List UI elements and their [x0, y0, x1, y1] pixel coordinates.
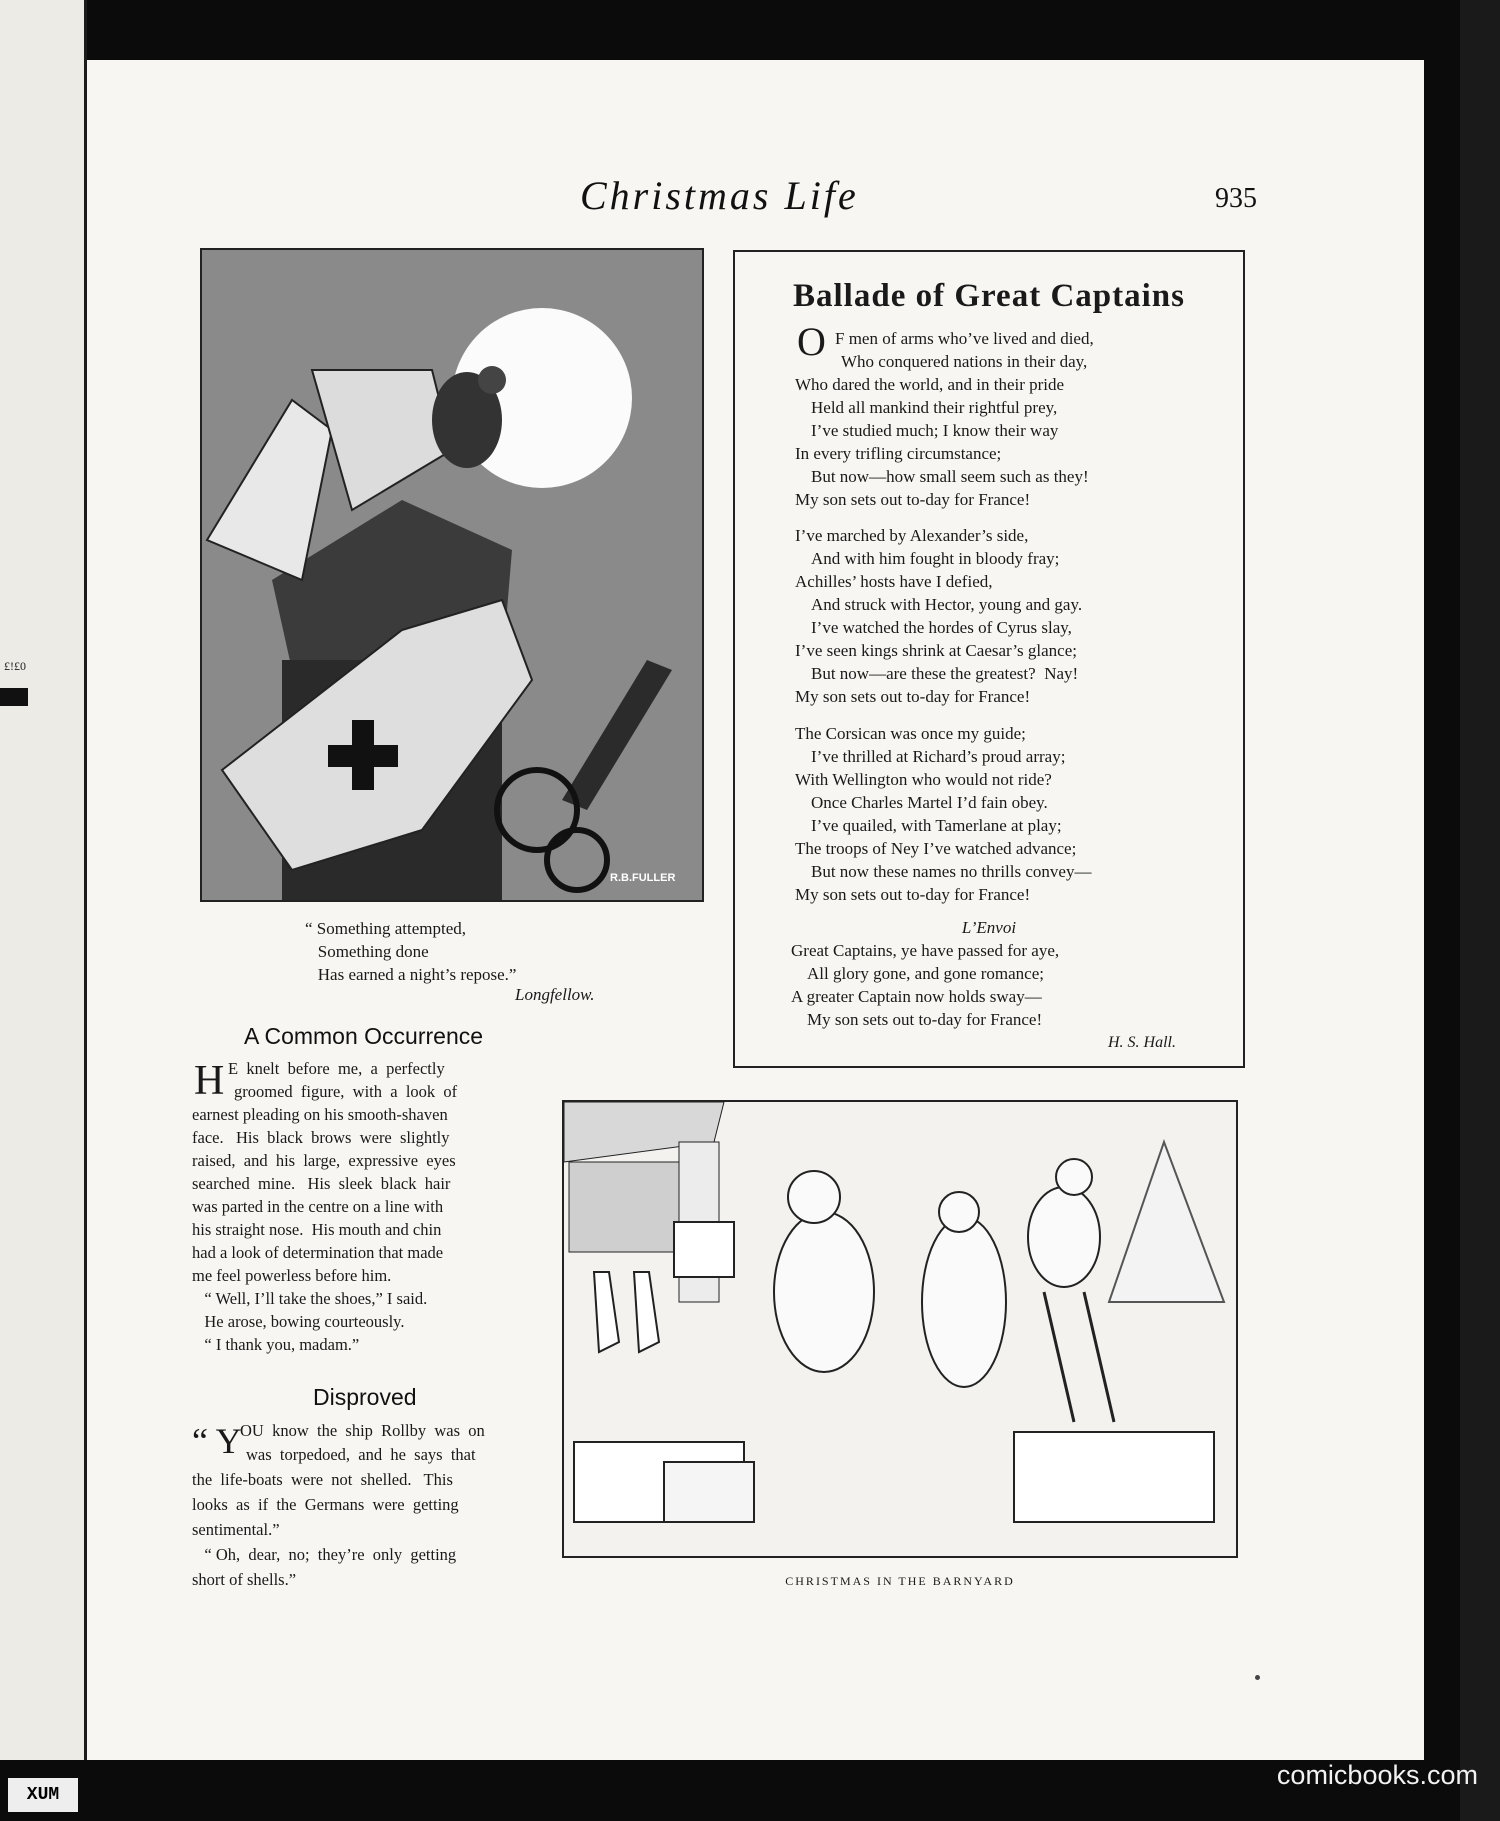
section-heading: Disproved: [313, 1384, 417, 1410]
poem-line: And struck with Hector, young and gay.: [811, 595, 1083, 614]
article-line: “ Oh, dear, no; they’re only getting: [192, 1545, 457, 1564]
article-line: his straight nose. His mouth and chin: [192, 1220, 442, 1239]
margin-bar: [0, 688, 28, 706]
caption-line: Has earned a night’s repose.”: [305, 965, 517, 984]
article-line: E knelt before me, a perfectly: [228, 1059, 445, 1078]
poem-line: The troops of Ney I’ve watched advance;: [795, 839, 1077, 858]
poem-line: But now—how small seem such as they!: [811, 467, 1089, 486]
caption-line: Something done: [305, 942, 429, 961]
caption-line: “ Something attempted,: [305, 919, 466, 938]
poem-line: My son sets out to-day for France!: [795, 885, 1031, 904]
article-line: sentimental.”: [192, 1520, 280, 1539]
poem-line: I’ve seen kings shrink at Caesar’s glance;: [795, 641, 1077, 660]
poem-line: Who dared the world, and in their pride: [795, 375, 1065, 394]
poem-line: My son sets out to-day for France!: [795, 490, 1031, 509]
article-line: searched mine. His sleek black hair: [192, 1174, 451, 1193]
margin-mark: £!£0: [4, 659, 26, 673]
poem-line: Who conquered nations in their day,: [841, 352, 1088, 371]
page-number: 935: [1215, 183, 1257, 214]
poem-box: [733, 250, 1245, 1068]
article-line: was parted in the centre on a line with: [192, 1197, 444, 1216]
article-line: looks as if the Germans were getting: [192, 1495, 459, 1514]
article-line: “ Well, I’ll take the shoes,” I said.: [192, 1289, 428, 1308]
poem-line: In every trifling circumstance;: [795, 444, 1002, 463]
poem-title: Ballade of Great Captains: [793, 278, 1185, 314]
poem-dropcap: O: [797, 319, 826, 364]
poem-line: Great Captains, ye have passed for aye,: [791, 941, 1060, 960]
poem-line: I’ve quailed, with Tamerlane at play;: [811, 816, 1062, 835]
poem-line: Achilles’ hosts have I defied,: [795, 572, 993, 591]
barnyard-christmas-illustration: [562, 1100, 1238, 1558]
article-initial: “ Y: [192, 1421, 242, 1461]
poem-line: I’ve watched the hordes of Cyrus slay,: [811, 618, 1072, 637]
article-line: was torpedoed, and he says that: [246, 1445, 476, 1464]
illustration-caption: CHRISTMAS IN THE BARNYARD: [785, 1574, 1015, 1588]
poem-line: My son sets out to-day for France!: [795, 687, 1031, 706]
poem-line: I’ve thrilled at Richard’s proud array;: [811, 747, 1066, 766]
article-line: raised, and his large, expressive eyes: [192, 1151, 456, 1170]
article-line: “ I thank you, madam.”: [192, 1335, 360, 1354]
article-line: earnest pleading on his smooth-shaven: [192, 1105, 448, 1124]
section-heading: A Common Occurrence: [244, 1023, 484, 1049]
article-line: me feel powerless before him.: [192, 1266, 392, 1285]
envoi-title: L’Envoi: [961, 918, 1017, 937]
archive-tag: XUM: [8, 1778, 78, 1812]
artist-signature: R.B.FULLER: [610, 872, 676, 884]
poem-line: I’ve studied much; I know their way: [811, 421, 1059, 440]
poem-line: Once Charles Martel I’d fain obey.: [811, 793, 1048, 812]
article-initial: H: [194, 1058, 225, 1104]
poem-line: But now these names no thrills convey—: [811, 862, 1092, 881]
poem-line: But now—are these the greatest? Nay!: [811, 664, 1079, 683]
poem-line: F men of arms who’ve lived and died,: [835, 329, 1094, 348]
watermark: comicbooks.com: [1276, 1760, 1478, 1790]
article-line: face. His black brows were slightly: [192, 1128, 450, 1147]
poem-author: H. S. Hall.: [1108, 1034, 1176, 1051]
poem-line: All glory gone, and gone romance;: [807, 964, 1044, 983]
article-line: groomed figure, with a look of: [234, 1082, 458, 1101]
poem-line: And with him fought in bloody fray;: [811, 549, 1060, 568]
facing-page-edge: [0, 0, 87, 1760]
barnyard-scene-icon: [564, 1102, 1236, 1556]
poem-line: I’ve marched by Alexander’s side,: [795, 526, 1029, 545]
scan-border: [1460, 0, 1500, 1821]
article-line: OU know the ship Rollby was on: [240, 1421, 485, 1440]
poem-line: With Wellington who would not ride?: [795, 770, 1052, 789]
poem-line: A greater Captain now holds sway—: [791, 987, 1042, 1006]
scan-speck: [1255, 1675, 1260, 1680]
biplane-crash-icon: [202, 250, 702, 900]
article-line: short of shells.”: [192, 1570, 297, 1589]
article-line: the life-boats were not shelled. This: [192, 1470, 453, 1489]
article-line: He arose, bowing courteously.: [192, 1312, 405, 1331]
illustration-caption: [305, 917, 625, 986]
biplane-crash-illustration: [200, 248, 704, 902]
poem-line: Held all mankind their rightful prey,: [811, 398, 1058, 417]
running-title: Christmas Life: [580, 173, 859, 218]
poem-line: The Corsican was once my guide;: [795, 724, 1026, 743]
caption-attribution: Longfellow.: [515, 985, 595, 1004]
article-line: had a look of determination that made: [192, 1243, 444, 1262]
poem-line: My son sets out to-day for France!: [807, 1010, 1043, 1029]
